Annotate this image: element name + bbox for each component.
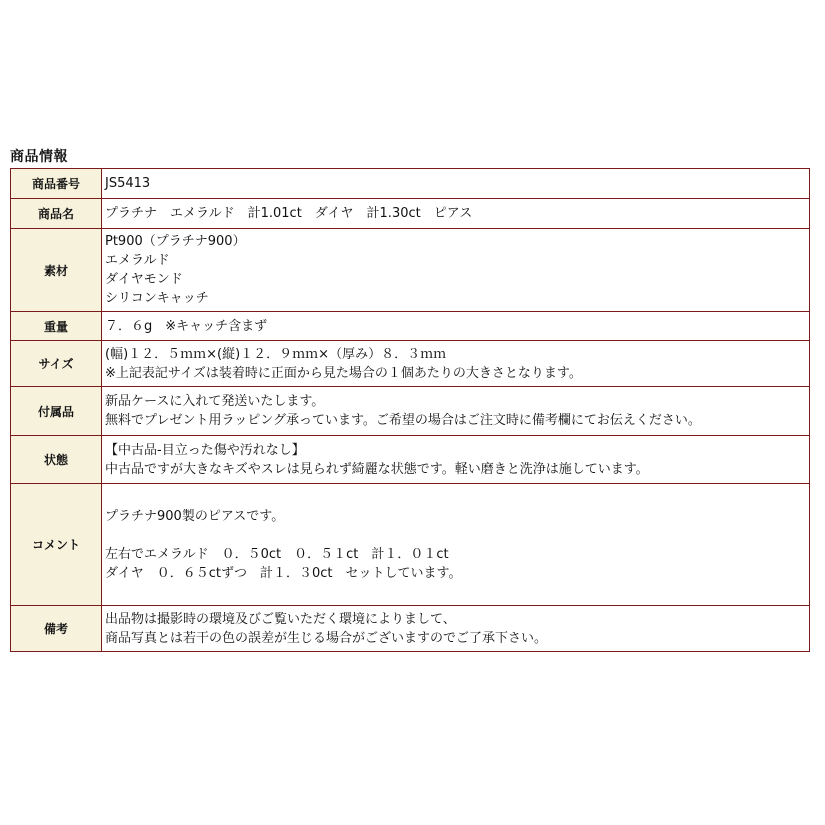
value-line: 商品写真とは若干の色の誤差が生じる場合がございますのでご了承下さい。 — [105, 630, 548, 646]
value-remarks — [102, 606, 810, 652]
value-size — [102, 341, 810, 387]
value-line: Pt900（プラチナ900） — [105, 234, 246, 249]
value-condition — [102, 436, 810, 484]
row-material — [11, 229, 810, 312]
section-title: 商品情報 — [10, 149, 68, 165]
row-remarks — [11, 606, 810, 652]
row-size — [11, 341, 810, 387]
value-line-blank — [105, 526, 809, 545]
label-size: サイズ — [11, 341, 102, 387]
label-material: 素材 — [11, 229, 102, 312]
value-line: 【中古品-目立った傷や汚れなし】 — [105, 442, 305, 458]
value-line: ダイヤモンド — [105, 272, 183, 287]
value-line: 出品物は撮影時の環境及びご覧いただく環境によりまして、 — [105, 611, 456, 627]
label-condition: 状態 — [11, 436, 102, 484]
value-line: エメラルド — [105, 253, 170, 268]
label-product-number: 商品番号 — [11, 169, 102, 199]
row-accessories — [11, 387, 810, 436]
value-product-number — [102, 169, 810, 199]
value-line: プラチナ エメラルド 計1.01ct ダイヤ 計1.30ct ピアス — [105, 206, 473, 221]
value-accessories — [102, 387, 810, 436]
label-remarks: 備考 — [11, 606, 102, 652]
value-line: ７．６g ※キャッチ含まず — [105, 318, 268, 334]
row-condition — [11, 436, 810, 484]
row-weight — [11, 312, 810, 341]
label-product-name: 商品名 — [11, 199, 102, 229]
value-weight — [102, 312, 810, 341]
value-line: 新品ケースに入れて発送いたします。 — [105, 394, 325, 409]
label-accessories: 付属品 — [11, 387, 102, 436]
value-line: ダイヤ ０．６５ctずつ 計１．３0ct セットしています。 — [105, 565, 462, 581]
label-comment: コメント — [11, 484, 102, 606]
value-material — [102, 229, 810, 312]
value-comment — [102, 484, 810, 606]
value-line: JS5413 — [105, 176, 151, 191]
product-info-table — [10, 168, 810, 652]
value-line: ※上記表記サイズは装着時に正面から見た場合の１個あたりの大きさとなります。 — [105, 365, 582, 381]
value-line: 左右でエメラルド ０．５0ct ０．５１ct 計１．０１ct — [105, 546, 449, 562]
row-product-name — [11, 199, 810, 229]
value-line: シリコンキャッチ — [105, 291, 209, 306]
value-line: (幅)１２．５ｍｍ×(縦)１２．９ｍｍ×（厚み）８．３ｍｍ — [105, 346, 447, 362]
row-product-number — [11, 169, 810, 199]
value-line: 中古品ですが大きなキズやスレは見られず綺麗な状態です。軽い磨きと洗浄は施しています。 — [105, 461, 649, 477]
value-line: プラチナ900製のピアスです。 — [105, 508, 285, 524]
label-weight: 重量 — [11, 312, 102, 341]
row-comment — [11, 484, 810, 606]
value-line: 無料でプレゼント用ラッピング承っています。ご希望の場合はご注文時に備考欄にてお伝えください。 — [105, 413, 701, 428]
value-product-name — [102, 199, 810, 229]
